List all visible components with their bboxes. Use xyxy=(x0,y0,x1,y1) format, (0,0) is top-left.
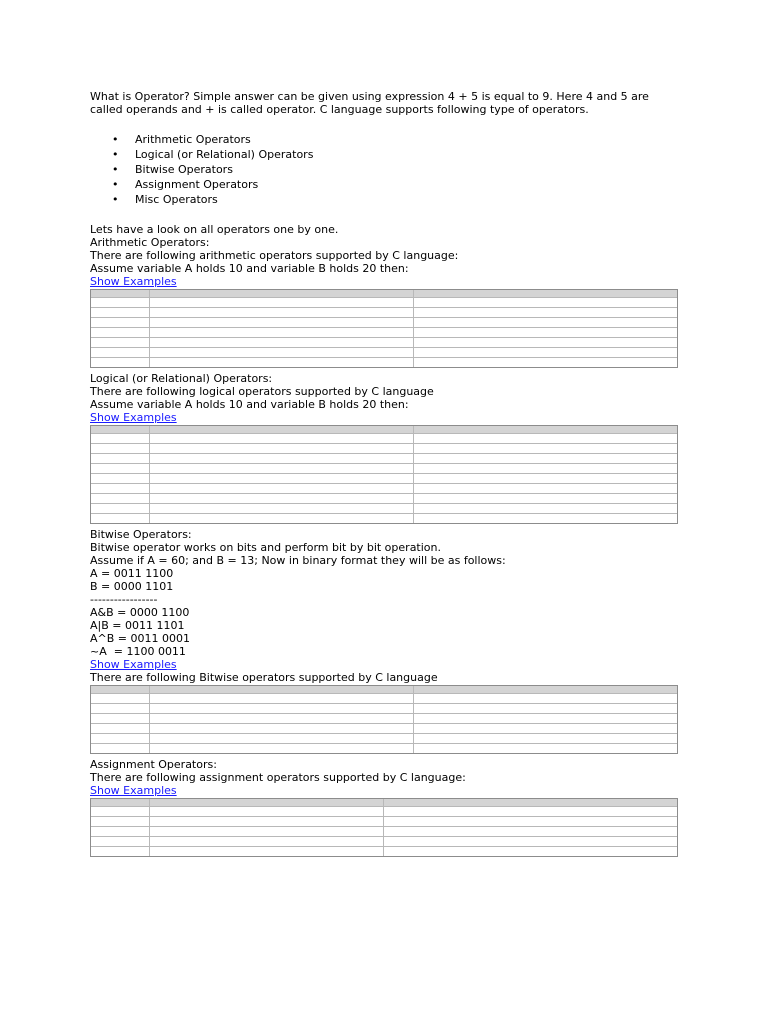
bitwise-show-examples-link[interactable]: Show Examples xyxy=(90,658,177,671)
table-row xyxy=(91,847,677,856)
table-cell xyxy=(91,837,150,847)
table-header-cell xyxy=(414,686,677,694)
intro-paragraph: What is Operator? Simple answer can be given using expression 4 + 5 is equal to 9. Here 4 and 5 are called operands and + is called operator. C language supports following type of operators. xyxy=(90,90,649,116)
table-cell xyxy=(150,454,414,464)
table-cell xyxy=(91,827,150,837)
table-cell xyxy=(150,348,414,358)
table-cell xyxy=(91,308,150,318)
bitwise-line: A^B = 0011 0001 xyxy=(90,632,190,645)
table-row xyxy=(91,694,677,704)
table-row xyxy=(91,484,677,494)
table-cell xyxy=(91,704,150,714)
bullet-icon: • xyxy=(112,163,119,176)
table-row xyxy=(91,837,677,847)
table-cell xyxy=(91,694,150,704)
table-cell xyxy=(91,744,150,753)
table-header-cell xyxy=(150,686,414,694)
table-cell xyxy=(91,318,150,328)
assignment-description: There are following assignment operators supported by C language: xyxy=(90,771,466,784)
operator-types-list xyxy=(90,132,680,207)
table-cell xyxy=(384,847,677,856)
table-cell xyxy=(150,827,384,837)
table-row xyxy=(91,444,677,454)
logical-assumption: Assume variable A holds 10 and variable B holds 20 then: xyxy=(90,398,409,411)
table-row xyxy=(91,514,677,523)
table-cell xyxy=(91,734,150,744)
table-cell xyxy=(91,484,150,494)
table-cell xyxy=(414,514,677,523)
table-header-cell xyxy=(414,290,677,298)
table-row xyxy=(91,434,677,444)
table-row xyxy=(91,827,677,837)
bitwise-operators-table xyxy=(90,685,678,754)
table-cell xyxy=(150,807,384,817)
table-cell xyxy=(91,434,150,444)
table-cell xyxy=(91,724,150,734)
table-cell xyxy=(414,444,677,454)
table-cell xyxy=(91,494,150,504)
table-cell xyxy=(150,358,414,367)
table-header-cell xyxy=(91,686,150,694)
bullet-icon: • xyxy=(112,148,119,161)
table-cell xyxy=(91,328,150,338)
table-cell xyxy=(150,434,414,444)
arithmetic-assumption: Assume variable A holds 10 and variable B holds 20 then: xyxy=(90,262,409,275)
table-header-cell xyxy=(414,426,677,434)
table-row xyxy=(91,328,677,338)
table-cell xyxy=(91,464,150,474)
table-cell xyxy=(414,348,677,358)
table-cell xyxy=(414,494,677,504)
bitwise-assumption: Assume if A = 60; and B = 13; Now in binary format they will be as follows: xyxy=(90,554,506,567)
table-row xyxy=(91,817,677,827)
table-cell xyxy=(150,444,414,454)
bitwise-supported-text: There are following Bitwise operators supported by C language xyxy=(90,671,438,684)
table-cell xyxy=(414,454,677,464)
table-cell xyxy=(150,837,384,847)
table-cell xyxy=(150,298,414,308)
table-cell xyxy=(91,454,150,464)
logical-operators-table xyxy=(90,425,678,524)
table-cell xyxy=(414,328,677,338)
table-row xyxy=(91,724,677,734)
table-cell xyxy=(91,474,150,484)
list-item-label: Bitwise Operators xyxy=(135,163,233,176)
table-row xyxy=(91,318,677,328)
table-row xyxy=(91,494,677,504)
table-header-cell xyxy=(150,426,414,434)
table-header-row xyxy=(91,290,677,298)
table-cell xyxy=(150,714,414,724)
bitwise-heading: Bitwise Operators: xyxy=(90,528,192,541)
table-row xyxy=(91,734,677,744)
assignment-operators-table xyxy=(90,798,678,857)
table-cell xyxy=(91,298,150,308)
list-item-label: Misc Operators xyxy=(135,193,218,206)
table-cell xyxy=(91,817,150,827)
table-cell xyxy=(150,464,414,474)
table-cell xyxy=(414,338,677,348)
list-item xyxy=(90,147,680,162)
list-item xyxy=(90,132,680,147)
table-row xyxy=(91,464,677,474)
table-cell xyxy=(414,474,677,484)
bitwise-description: Bitwise operator works on bits and perform bit by bit operation. xyxy=(90,541,441,554)
bullet-icon: • xyxy=(112,178,119,191)
table-header-row xyxy=(91,799,677,807)
table-cell xyxy=(414,724,677,734)
table-row xyxy=(91,744,677,753)
bitwise-line: A = 0011 1100 xyxy=(90,567,174,580)
table-cell xyxy=(414,484,677,494)
table-cell xyxy=(91,714,150,724)
table-header-cell xyxy=(150,290,414,298)
table-cell xyxy=(150,484,414,494)
table-row xyxy=(91,348,677,358)
bitwise-line: ~A = 1100 0011 xyxy=(90,645,186,658)
table-header-row xyxy=(91,686,677,694)
bullet-icon: • xyxy=(112,193,119,206)
table-row xyxy=(91,504,677,514)
table-cell xyxy=(384,827,677,837)
table-cell xyxy=(91,358,150,367)
table-header-cell xyxy=(384,799,677,807)
table-row xyxy=(91,807,677,817)
bitwise-line: ----------------- xyxy=(90,593,158,606)
arithmetic-heading: Arithmetic Operators: xyxy=(90,236,210,249)
logical-description: There are following logical operators supported by C language xyxy=(90,385,434,398)
list-item-label: Assignment Operators xyxy=(135,178,259,191)
table-cell xyxy=(414,318,677,328)
table-cell xyxy=(414,434,677,444)
table-row xyxy=(91,338,677,348)
table-cell xyxy=(414,694,677,704)
table-cell xyxy=(384,807,677,817)
table-row xyxy=(91,714,677,724)
assignment-heading: Assignment Operators: xyxy=(90,758,217,771)
table-cell xyxy=(150,514,414,523)
table-cell xyxy=(150,338,414,348)
table-cell xyxy=(150,474,414,484)
list-item xyxy=(90,162,680,177)
bitwise-line: A&B = 0000 1100 xyxy=(90,606,190,619)
list-item xyxy=(90,192,680,207)
table-cell xyxy=(414,298,677,308)
table-row xyxy=(91,298,677,308)
table-cell xyxy=(91,444,150,454)
table-cell xyxy=(91,847,150,856)
logical-show-examples-link[interactable]: Show Examples xyxy=(90,411,177,424)
table-header-cell xyxy=(150,799,384,807)
table-cell xyxy=(150,724,414,734)
table-cell xyxy=(91,338,150,348)
table-cell xyxy=(414,504,677,514)
table-cell xyxy=(91,348,150,358)
table-header-row xyxy=(91,426,677,434)
table-cell xyxy=(414,464,677,474)
table-cell xyxy=(150,847,384,856)
list-item-label: Arithmetic Operators xyxy=(135,133,251,146)
table-cell xyxy=(150,494,414,504)
table-cell xyxy=(384,817,677,827)
table-cell xyxy=(150,744,414,753)
table-row xyxy=(91,704,677,714)
arithmetic-description: There are following arithmetic operators supported by C language: xyxy=(90,249,459,262)
table-cell xyxy=(150,328,414,338)
document-body xyxy=(90,90,680,861)
table-cell xyxy=(150,817,384,827)
table-cell xyxy=(414,358,677,367)
table-row xyxy=(91,474,677,484)
table-row xyxy=(91,454,677,464)
table-cell xyxy=(150,318,414,328)
table-cell xyxy=(150,694,414,704)
assignment-show-examples-link[interactable]: Show Examples xyxy=(90,784,177,797)
table-cell xyxy=(150,704,414,714)
table-row xyxy=(91,358,677,367)
table-header-cell xyxy=(91,426,150,434)
table-cell xyxy=(414,704,677,714)
table-cell xyxy=(150,504,414,514)
logical-heading: Logical (or Relational) Operators: xyxy=(90,372,273,385)
bullet-icon: • xyxy=(112,133,119,146)
table-cell xyxy=(414,744,677,753)
arithmetic-operators-table xyxy=(90,289,678,368)
table-cell xyxy=(384,837,677,847)
table-cell xyxy=(414,308,677,318)
bitwise-line: A|B = 0011 1101 xyxy=(90,619,185,632)
table-cell xyxy=(91,807,150,817)
overview-text: Lets have a look on all operators one by one. xyxy=(90,223,339,236)
arithmetic-show-examples-link[interactable]: Show Examples xyxy=(90,275,177,288)
list-item xyxy=(90,177,680,192)
table-cell xyxy=(91,514,150,523)
table-cell xyxy=(414,734,677,744)
bitwise-line: B = 0000 1101 xyxy=(90,580,174,593)
table-cell xyxy=(91,504,150,514)
table-header-cell xyxy=(91,290,150,298)
list-item-label: Logical (or Relational) Operators xyxy=(135,148,314,161)
table-header-cell xyxy=(91,799,150,807)
table-cell xyxy=(150,734,414,744)
table-cell xyxy=(414,714,677,724)
table-row xyxy=(91,308,677,318)
table-cell xyxy=(150,308,414,318)
